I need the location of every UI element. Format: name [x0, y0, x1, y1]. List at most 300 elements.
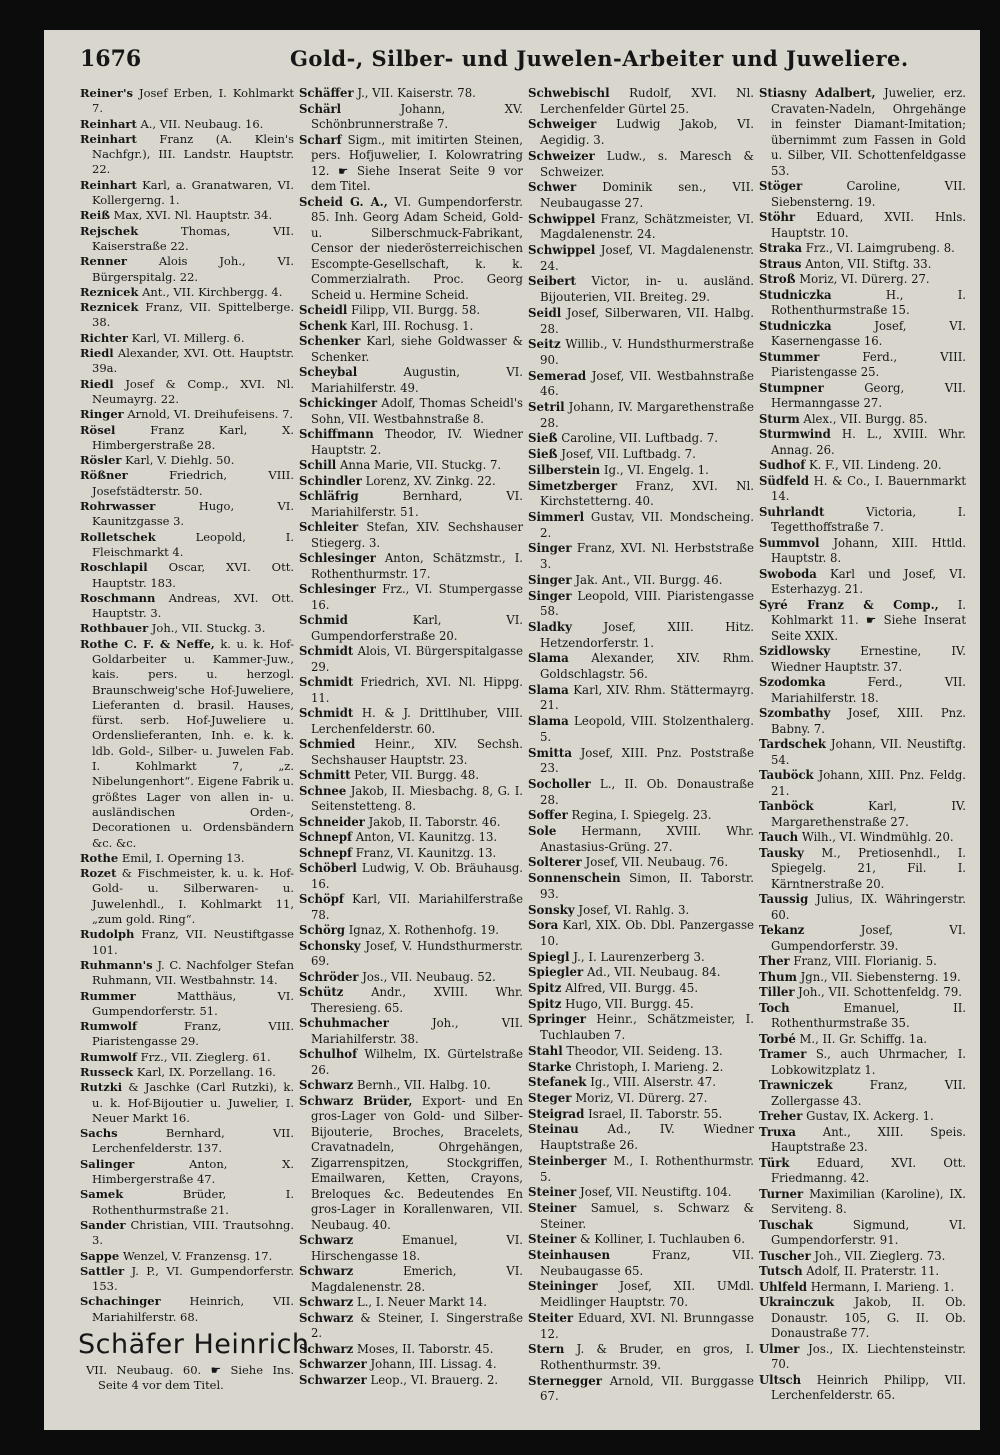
entry-address: Alois Joh., VI. Bürgerspitalg. 22.	[92, 254, 294, 284]
entry-address: Karl, III. Rochusg. 1.	[350, 318, 474, 333]
column-3	[528, 86, 754, 1405]
entry-name: Tanböck	[759, 799, 814, 813]
directory-entry	[299, 613, 523, 644]
entry-address: Franz, XVI. Nl. Herbststraße 3.	[540, 541, 754, 572]
entry-name: Springer	[528, 1012, 587, 1027]
entry-address: Jakob, II. Ob. Donaustr. 105, G. II. Ob. Donaustraße 77.	[771, 1295, 966, 1340]
entry-name: Steininger	[528, 1279, 598, 1294]
directory-entry	[528, 274, 754, 305]
entry-address: H. L., XVIII. Whr. Annag. 26.	[771, 427, 967, 457]
entry-name: Schwarz	[299, 1233, 354, 1247]
directory-entry	[299, 427, 523, 458]
directory-entry	[759, 427, 966, 458]
entry-address: Heinrich, VII. Mariahilferstr. 68.	[92, 1294, 294, 1324]
entry-address: Emanuel, II. Rothenthurmstraße 35.	[771, 1000, 966, 1030]
entry-address: Josef, VI. Magdalenenstr. 24.	[540, 243, 754, 273]
entry-address: Christian, VIII. Trautsohng. 3.	[92, 1217, 295, 1248]
directory-entry	[759, 846, 966, 893]
entry-address: Peter, VII. Burgg. 48.	[354, 768, 480, 782]
entry-address: Franz, Schätzmeister, VI. Magdalenenstr. 24.	[540, 211, 755, 242]
directory-entry	[80, 254, 294, 285]
directory-entry	[80, 1157, 294, 1188]
entry-name: Stiasny Adalbert,	[759, 86, 876, 100]
entry-address: Theodor, VII. Seideng. 13.	[566, 1043, 723, 1058]
entry-address: Juwelier, erz. Cravaten-Nadeln, Ohrgehänge in feinster Diamant-Imitation; übernimmt zum Fassen in Gold u. Silber, VII. Schottenfeldgasse 53.	[771, 86, 967, 178]
entry-address: Ant., VII. Kirchbergg. 4.	[142, 284, 283, 299]
directory-entry	[759, 505, 966, 536]
directory-entry	[759, 272, 966, 288]
directory-entry	[299, 830, 523, 846]
directory-entry	[759, 1125, 966, 1156]
directory-entry	[299, 784, 523, 815]
entry-name: Stummer	[759, 349, 820, 364]
entry-name: Schonsky	[299, 938, 361, 953]
entry-address: Karl, VI. Millerg. 6.	[131, 330, 245, 345]
directory-entry	[299, 706, 523, 737]
directory-entry	[299, 1233, 523, 1264]
entry-address: J. C. Nachfolger Stefan Ruhmann, VII. Westbahnstr. 14.	[92, 957, 295, 988]
entry-name: Reznicek	[80, 300, 139, 315]
entry-address: Karl, VII. Mariahilferstraße 78.	[311, 892, 523, 922]
entry-address: L., II. Ob. Donaustraße 28.	[540, 776, 754, 807]
entry-name: Salinger	[80, 1156, 135, 1171]
entry-address: Anton, X. Himbergerstraße 47.	[92, 1156, 294, 1187]
entry-address: J., I. Laurenzerberg 3.	[573, 949, 705, 964]
entry-name: Semerad	[528, 368, 587, 383]
entry-address: Joh., VII. Zieglerg. 73.	[814, 1248, 946, 1263]
directory-entry	[759, 179, 966, 210]
entry-address: Karl und Josef, VI. Esterhazyg. 21.	[771, 566, 967, 596]
entry-name: Steiner	[528, 1185, 577, 1200]
entry-address: Arnold, VI. Dreihufeisens. 7.	[127, 407, 294, 422]
directory-entry	[299, 1342, 523, 1358]
entry-address: Josef, Silberwaren, VII. Halbg. 28.	[540, 305, 754, 336]
entry-address: Arnold, VII. Burggasse 67.	[540, 1373, 754, 1404]
entry-name: Stern	[528, 1342, 565, 1357]
directory-entry	[299, 970, 523, 986]
entry-name: Sieß	[528, 447, 558, 462]
entry-address: J., VII. Kaiserstr. 78.	[357, 86, 476, 100]
entry-address: Karl, VI. Gumpendorferstraße 20.	[311, 613, 524, 643]
directory-entry	[80, 927, 294, 958]
entry-address: Hugo, VI. Kaunitzgasse 3.	[92, 499, 294, 529]
entry-address: Karl, siehe Goldwasser & Schenker.	[311, 334, 523, 364]
entry-name: Stroß	[759, 272, 796, 286]
directory-entry	[528, 243, 754, 274]
entry-name: Schill	[299, 458, 337, 472]
entry-name: Scheidl	[299, 303, 348, 317]
directory-entry	[759, 768, 966, 799]
entry-name: Schmied	[299, 737, 356, 751]
entry-address: Franz, XVI. Nl. Kirchstetterng. 40.	[540, 478, 755, 509]
directory-entry	[299, 846, 523, 862]
entry-name: Sudhof	[759, 458, 806, 472]
entry-address: Filipp, VII. Burgg. 58.	[351, 303, 481, 317]
directory-entry	[299, 1078, 523, 1094]
entry-address: Franz, VII. Zollergasse 43.	[771, 1078, 967, 1108]
directory-entry	[759, 536, 966, 567]
directory-entry	[299, 1357, 523, 1373]
entry-name: Spitz	[528, 996, 562, 1011]
entry-name: Seidl	[528, 305, 562, 320]
directory-entry	[80, 1218, 294, 1249]
entry-name: Schachinger	[80, 1294, 161, 1309]
entry-address: Gustav, IX. Ackerg. 1.	[806, 1109, 934, 1123]
entry-name: Tausky	[759, 845, 804, 860]
directory-entry	[80, 989, 294, 1020]
entry-name: Seibert	[528, 274, 576, 289]
entry-address: Josef, VI. Kasernengasse 16.	[771, 318, 966, 348]
entry-name: Rolletschek	[80, 529, 156, 544]
entry-name: Schmidt	[299, 706, 354, 720]
directory-entry	[80, 178, 294, 209]
entry-name: Reinhart	[80, 116, 137, 131]
entry-address: Friedrich, XVI. Nl. Hippg. 11.	[311, 675, 524, 705]
entry-address: Israel, II. Taborstr. 55.	[588, 1106, 723, 1121]
entry-address: Leopold, VIII. Piaristengasse 58.	[540, 588, 754, 619]
directory-entry	[528, 824, 754, 855]
entry-address: Ferd., VII. Mariahilferstr. 18.	[771, 675, 967, 705]
directory-entry	[528, 1122, 754, 1153]
directory-entry	[299, 86, 523, 102]
directory-columns	[80, 86, 966, 1412]
entry-address: Friedrich, VIII. Josefstädterstr. 50.	[92, 468, 295, 498]
entry-address: Wilh., VI. Windmühlg. 20.	[801, 830, 954, 844]
entry-name: Schwippel	[528, 243, 596, 258]
directory-entry	[759, 675, 966, 706]
entry-address: Josef & Comp., XVI. Nl. Neumayrg. 22.	[92, 376, 295, 406]
entry-name: Scheid G. A.,	[299, 194, 388, 209]
directory-entry	[759, 381, 966, 412]
directory-entry	[759, 1187, 966, 1218]
entry-address: Karl, IV. Margarethenstraße 27.	[771, 799, 967, 829]
entry-name: Ringer	[80, 407, 124, 422]
directory-entry	[528, 86, 754, 117]
directory-entry	[80, 621, 294, 636]
directory-entry	[528, 620, 754, 651]
entry-name: Schwarz	[299, 1341, 354, 1356]
directory-entry	[299, 939, 523, 970]
entry-name: Schwarzer	[299, 1357, 367, 1371]
entry-name: Starke	[528, 1059, 572, 1074]
entry-name: Ruhmann's	[80, 957, 153, 972]
directory-entry	[528, 479, 754, 510]
entry-address: Leopold, VIII. Stolzenthalerg. 5.	[540, 714, 754, 744]
directory-entry	[299, 303, 523, 319]
entry-name: Rutzki	[80, 1080, 123, 1095]
directory-entry	[759, 1047, 966, 1078]
directory-entry	[759, 954, 966, 970]
column-2	[299, 86, 523, 1388]
entry-name: Schütz	[299, 985, 344, 999]
entry-name: Taussig	[759, 892, 809, 906]
directory-entry	[759, 1264, 966, 1280]
entry-address: Anton, VII. Stiftg. 33.	[805, 256, 932, 271]
directory-entry	[528, 1012, 754, 1043]
directory-entry	[528, 510, 754, 541]
entry-name: Stahl	[528, 1043, 563, 1058]
entry-name: Uhlfeld	[759, 1279, 808, 1294]
directory-entry	[80, 1050, 294, 1065]
directory-entry	[528, 871, 754, 902]
page-header	[80, 46, 962, 76]
directory-entry	[759, 1280, 966, 1296]
entry-address: Hermann, XVIII. Whr. Anastasius-Grüng. 27.	[540, 824, 754, 854]
entry-name: Socholler	[528, 776, 591, 791]
entry-name: Roschmann	[80, 590, 156, 605]
entry-name: Smitta	[528, 745, 573, 760]
directory-entry	[80, 453, 294, 468]
entry-address: Ignaz, X. Rothenhofg. 19.	[348, 923, 499, 937]
entry-name: Steger	[528, 1091, 572, 1105]
entry-name: Seitz	[528, 337, 561, 352]
entry-address: M., II. Gr. Schiffg. 1a.	[799, 1031, 927, 1046]
entry-address: Karl, IX. Porzellang. 16.	[136, 1065, 276, 1079]
entry-name: Steinau	[528, 1122, 579, 1137]
entry-name: Rummer	[80, 988, 136, 1003]
entry-name: Spitz	[528, 981, 562, 996]
entry-address: Sigmund, VI. Gumpendorferstr. 91.	[771, 1217, 966, 1247]
entry-name: Studniczka	[759, 287, 832, 302]
entry-name: Scharf	[299, 132, 342, 147]
directory-entry	[80, 468, 294, 499]
entry-address: Andreas, XVI. Ott. Hauptstr. 3.	[92, 590, 295, 621]
entry-name: Reiß	[80, 208, 110, 223]
entry-address: Georg, VII. Hermanngasse 27.	[771, 380, 966, 410]
entry-address: Heinr., XIV. Sechsh. Sechshauser Hauptstr. 23.	[311, 737, 524, 767]
directory-entry	[528, 808, 754, 824]
entry-address: A., VII. Neubaug. 16.	[140, 116, 264, 131]
entry-address: K. F., VII. Lindeng. 20.	[808, 458, 942, 472]
entry-name: Toch	[759, 1000, 790, 1015]
entry-address: Ferd., VIII. Piaristengasse 25.	[771, 349, 966, 379]
entry-address: Gustav, VII. Mondscheing. 2.	[540, 509, 755, 540]
entry-address: Victoria, I. Tegetthoffstraße 7.	[771, 504, 966, 534]
directory-entry	[299, 892, 523, 923]
entry-name: Rumwolf	[80, 1049, 137, 1064]
entry-address: J. & Bruder, en gros, I. Rothenthurmstr. 39.	[540, 1342, 754, 1372]
entry-address: Josef, VII. Westbahnstraße 46.	[540, 368, 755, 399]
directory-entry	[80, 331, 294, 346]
directory-entry	[759, 923, 966, 954]
entry-address: Hugo, VII. Burgg. 45.	[565, 996, 694, 1011]
directory-entry	[528, 777, 754, 808]
entry-address: Karl, a. Granatwaren, VI. Kollergerng. 1.	[92, 177, 295, 208]
entry-address: Josef, XIII. Pnz. Babny. 7.	[771, 706, 966, 736]
entry-name: Russeck	[80, 1065, 134, 1079]
entry-name: Schwarzer	[299, 1372, 367, 1387]
directory-entry	[528, 1075, 754, 1091]
entry-address: Maximilian (Karoline), IX. Serviteng. 8.	[771, 1186, 967, 1216]
directory-entry	[528, 1201, 754, 1232]
entry-address: VI. Gumpendorferstr. 85. Inh. Georg Adam Scheid, Gold- u. Silberschmuck-Fabrikant, Censor der niederösterreichischen Escompte-Gesellschaft, k. k. Commerzialrath. Proc. Georg Scheid u. Hermine Scheid.	[311, 194, 524, 302]
directory-entry	[80, 1019, 294, 1050]
entry-address: Ad., IV. Wiedner Hauptstraße 26.	[540, 1122, 754, 1153]
entry-name: Reznicek	[80, 284, 139, 299]
entry-address: Josef, XII. UMdl. Meidlinger Hauptstr. 70.	[540, 1279, 754, 1310]
directory-entry	[759, 1001, 966, 1032]
directory-entry	[759, 737, 966, 768]
entry-address: Theodor, IV. Wiedner Hauptstr. 2.	[311, 427, 523, 457]
directory-entry	[759, 210, 966, 241]
entry-name: Tardschek	[759, 737, 826, 751]
directory-entry	[80, 851, 294, 866]
entry-name: Schmid	[299, 613, 348, 627]
entry-address: Alexander, XVI. Ott. Hauptstr. 39a.	[92, 346, 295, 376]
entry-name: Schwippel	[528, 211, 596, 226]
entry-name: Schwebischl	[528, 86, 610, 100]
entry-name: Simetzberger	[528, 478, 618, 493]
entry-address: Brüder, I. Rothenthurmstraße 21.	[92, 1187, 295, 1217]
entry-name: Rozet	[80, 866, 117, 881]
entry-address: Anton, Schätzmstr., I. Rothenthurmstr. 17.	[311, 551, 523, 581]
directory-entry	[80, 300, 294, 331]
entry-address: Eduard, XVII. Hnls. Hauptstr. 10.	[771, 210, 967, 240]
entry-address: Franz, VII. Neubaugasse 65.	[540, 1248, 755, 1278]
directory-entry	[528, 1232, 754, 1248]
entry-name: Suhrlandt	[759, 504, 825, 519]
entry-name: Schleiter	[299, 520, 359, 534]
directory-entry	[528, 541, 754, 572]
entry-name: Schiffmann	[299, 427, 374, 441]
entry-name: Ultsch	[759, 1372, 802, 1387]
entry-name: Rothe	[80, 850, 119, 865]
directory-entry	[528, 337, 754, 368]
entry-name: Stumpner	[759, 380, 824, 395]
directory-entry	[759, 1373, 966, 1404]
entry-address: Eduard, XVI. Ott. Friedmanng. 42.	[771, 1155, 966, 1185]
entry-address: Jakob, II. Miesbachg. 8, G. I. Seitenstetteng. 8.	[311, 783, 523, 813]
entry-name: Stöger	[759, 179, 803, 193]
entry-address: Bernhard, VII. Lerchenfelderstr. 137.	[92, 1126, 294, 1156]
page-title: Gold-, Silber- und Juwelen-Arbeiter und Juweliere.	[290, 46, 909, 71]
directory-entry	[80, 346, 294, 377]
entry-address: Matthäus, VI. Gumpendorferstr. 51.	[92, 988, 294, 1018]
entry-name: Renner	[80, 254, 127, 269]
directory-entry	[80, 1080, 294, 1126]
directory-entry	[528, 447, 754, 463]
directory-entry	[80, 1187, 294, 1218]
directory-entry	[528, 117, 754, 148]
advertisement-name: Schäfer Heinrich	[78, 1329, 310, 1361]
directory-entry	[528, 149, 754, 180]
entry-name: Syré Franz & Comp.,	[759, 597, 939, 612]
entry-name: Steiter	[528, 1310, 574, 1325]
directory-entry	[299, 102, 523, 133]
entry-address: Josef, VII. Neustiftg. 104.	[580, 1185, 732, 1200]
entry-name: Sladky	[528, 619, 572, 634]
entry-address: k. u. k. Hof-Goldarbeiter u. Kammer-Juw., kais. pers. u. herzogl. Braunschweig'sche Hof-Juweliere, Lieferanten d. brasil. Hauses, fürst. serb. Hof-Juweliere u. Ordenslieferanten, Inh. e. k. k. ldb. Gold-, Silber- u. Juwelen Fab. I. Kohlmarkt 7, „z. Nibelungenhort“. Eigene Fabrik u. größtes Lager von allen in- u. ausländischen Orden-, Decorationen u. Ordensbändern &c. &c.	[92, 636, 295, 850]
entry-name: Reiner's	[80, 86, 133, 100]
entry-name: Turner	[759, 1186, 804, 1201]
entry-address: Leop., VI. Brauerg. 2.	[370, 1372, 499, 1387]
entry-name: Tauböck	[759, 768, 814, 782]
entry-name: Rudolph	[80, 927, 135, 942]
directory-entry	[299, 133, 523, 195]
entry-address: Josef, VII. Luftbadg. 7.	[561, 447, 696, 462]
directory-entry	[759, 644, 966, 675]
entry-name: Schöberl	[299, 861, 357, 875]
entry-address: & Steiner, I. Singerstraße 2.	[311, 1310, 523, 1340]
entry-address: Emerich, VI. Magdalenenstr. 28.	[311, 1264, 523, 1294]
entry-address: Rudolf, XVI. Nl. Lerchenfelder Gürtel 25.	[540, 86, 755, 116]
directory-entry	[759, 567, 966, 598]
directory-entry	[80, 132, 294, 178]
directory-entry	[528, 981, 754, 997]
entry-address: Lorenz, XV. Zinkg. 22.	[365, 473, 496, 488]
entry-name: Slama	[528, 651, 569, 666]
directory-entry	[80, 530, 294, 561]
directory-entry	[299, 319, 523, 335]
entry-name: Tramer	[759, 1047, 807, 1061]
directory-entry	[759, 985, 966, 1001]
entry-address: Jos., IX. Liechtensteinstr. 70.	[771, 1341, 966, 1371]
entry-name: Treher	[759, 1109, 803, 1123]
entry-name: Szodomka	[759, 675, 826, 689]
entry-address: Wenzel, V. Franzensg. 17.	[122, 1248, 273, 1263]
directory-entry	[528, 903, 754, 919]
entry-address: Caroline, VII. Luftbadg. 7.	[561, 431, 718, 446]
entry-address: Leopold, I. Fleischmarkt 4.	[92, 529, 295, 559]
entry-name: Schwarz	[299, 1264, 354, 1278]
entry-address: Ludwig, V. Ob. Bräuhausg. 16.	[311, 861, 524, 891]
entry-address: Moriz, VI. Dürerg. 27.	[575, 1091, 708, 1105]
entry-name: Scheybal	[299, 365, 358, 379]
entry-name: Szidlowsky	[759, 644, 831, 658]
directory-entry	[80, 224, 294, 255]
directory-entry	[80, 117, 294, 132]
entry-name: Schwer	[528, 180, 577, 195]
entry-name: Schwarz Brüder,	[299, 1093, 413, 1108]
entry-address: H. & J. Drittlhuber, VIII. Lerchenfelderstr. 60.	[311, 706, 523, 736]
entry-name: Sieß	[528, 431, 558, 446]
directory-entry	[528, 683, 754, 714]
entry-name: Steiner	[528, 1200, 577, 1215]
entry-address: Franz, VIII. Piaristengasse 29.	[92, 1019, 294, 1049]
directory-entry	[80, 285, 294, 300]
directory-entry	[80, 208, 294, 223]
entry-address: Franz, VII. Neustiftgasse 101.	[92, 927, 294, 957]
entry-address: Emanuel, VI. Hirschengasse 18.	[311, 1233, 523, 1263]
entry-address: Frz., VI. Stumpergasse 16.	[311, 582, 523, 612]
entry-name: Torbé	[759, 1031, 796, 1046]
directory-entry	[299, 195, 523, 304]
directory-entry	[528, 180, 754, 211]
directory-entry	[80, 958, 294, 989]
entry-name: Tekanz	[759, 923, 805, 937]
entry-address: Heinr., Schätzmeister, I. Tuchlauben 7.	[540, 1012, 755, 1043]
directory-entry	[528, 1044, 754, 1060]
entry-name: Schnepf	[299, 830, 352, 844]
entry-address: H., I. Rothenthurmstraße 15.	[771, 287, 966, 317]
column-4	[759, 86, 966, 1404]
entry-address: Ant., XIII. Speis. Hauptstraße 23.	[771, 1124, 966, 1154]
directory-entry	[80, 377, 294, 408]
entry-address: Willib., V. Hundsthurmerstraße 90.	[540, 337, 754, 367]
entry-address: Franz, VII. Spittelberge. 38.	[92, 300, 294, 330]
entry-address: Eduard, XVI. Nl. Brunngasse 12.	[540, 1310, 754, 1341]
entry-address: Caroline, VII. Siebensterng. 19.	[771, 179, 966, 209]
entry-name: Schweizer	[528, 148, 595, 163]
entry-name: Schlesinger	[299, 582, 376, 596]
directory-entry	[528, 651, 754, 682]
entry-name: Schwarz	[299, 1295, 354, 1309]
entry-address: Johann, XIII. Pnz. Feldg. 21.	[771, 768, 966, 798]
entry-address: Adolf, Thomas Scheidl's Sohn, VII. Westbahnstraße 8.	[311, 396, 524, 426]
entry-name: Truxa	[759, 1124, 796, 1139]
entry-address: Max, XVI. Nl. Hauptstr. 34.	[113, 208, 273, 223]
entry-address: Augustin, VI. Mariahilferstr. 49.	[311, 365, 523, 395]
